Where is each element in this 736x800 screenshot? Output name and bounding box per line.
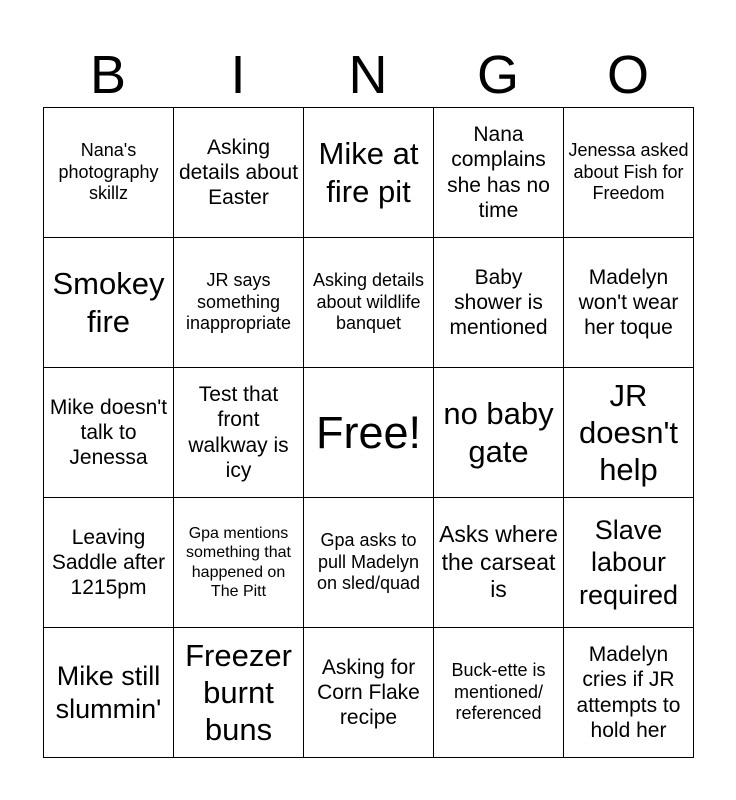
bingo-cell[interactable]: Jenessa asked about Fish for Freedom — [564, 108, 694, 238]
bingo-cell[interactable]: Nana's photography skillz — [44, 108, 174, 238]
bingo-cell[interactable]: Asks where the carseat is — [434, 498, 564, 628]
bingo-cell[interactable]: Test that front walkway is icy — [174, 368, 304, 498]
board-row — [44, 108, 694, 238]
bingo-free-cell[interactable]: Free! — [304, 368, 434, 498]
bingo-cell[interactable]: Nana complains she has no time — [434, 108, 564, 238]
bingo-board — [43, 107, 694, 758]
bingo-cell[interactable]: Smokey fire — [44, 238, 174, 368]
bingo-cell[interactable]: Mike at fire pit — [304, 108, 434, 238]
bingo-cell[interactable]: Slave labour required — [564, 498, 694, 628]
bingo-cell[interactable]: Asking for Corn Flake recipe — [304, 628, 434, 758]
board-row — [44, 368, 694, 498]
bingo-cell[interactable]: no baby gate — [434, 368, 564, 498]
bingo-cell[interactable]: Gpa asks to pull Madelyn on sled/quad — [304, 498, 434, 628]
board-row — [44, 498, 694, 628]
bingo-cell[interactable]: Asking details about Easter — [174, 108, 304, 238]
bingo-cell[interactable]: Madelyn cries if JR attempts to hold her — [564, 628, 694, 758]
bingo-cell[interactable]: Buck-ette is mentioned/ referenced — [434, 628, 564, 758]
bingo-cell[interactable]: JR doesn't help — [564, 368, 694, 498]
bingo-cell[interactable]: Leaving Saddle after 1215pm — [44, 498, 174, 628]
board-row — [44, 238, 694, 368]
header-letter-b: B — [89, 45, 127, 105]
header-letter-n: N — [348, 45, 388, 105]
bingo-cell[interactable]: JR says something inappropriate — [174, 238, 304, 368]
board-row — [44, 628, 694, 758]
bingo-header — [43, 44, 693, 106]
bingo-cell[interactable]: Baby shower is mentioned — [434, 238, 564, 368]
bingo-cell[interactable]: Madelyn won't wear her toque — [564, 238, 694, 368]
header-letter-o: O — [606, 45, 649, 105]
header-letter-i: I — [230, 45, 246, 105]
bingo-cell[interactable]: Mike still slummin' — [44, 628, 174, 758]
bingo-cell[interactable]: Mike doesn't talk to Jenessa — [44, 368, 174, 498]
bingo-cell[interactable]: Asking details about wildlife banquet — [304, 238, 434, 368]
header-letter-g: G — [476, 45, 519, 105]
bingo-cell[interactable]: Freezer burnt buns — [174, 628, 304, 758]
bingo-cell[interactable]: Gpa mentions something that happened on The Pitt — [174, 498, 304, 628]
